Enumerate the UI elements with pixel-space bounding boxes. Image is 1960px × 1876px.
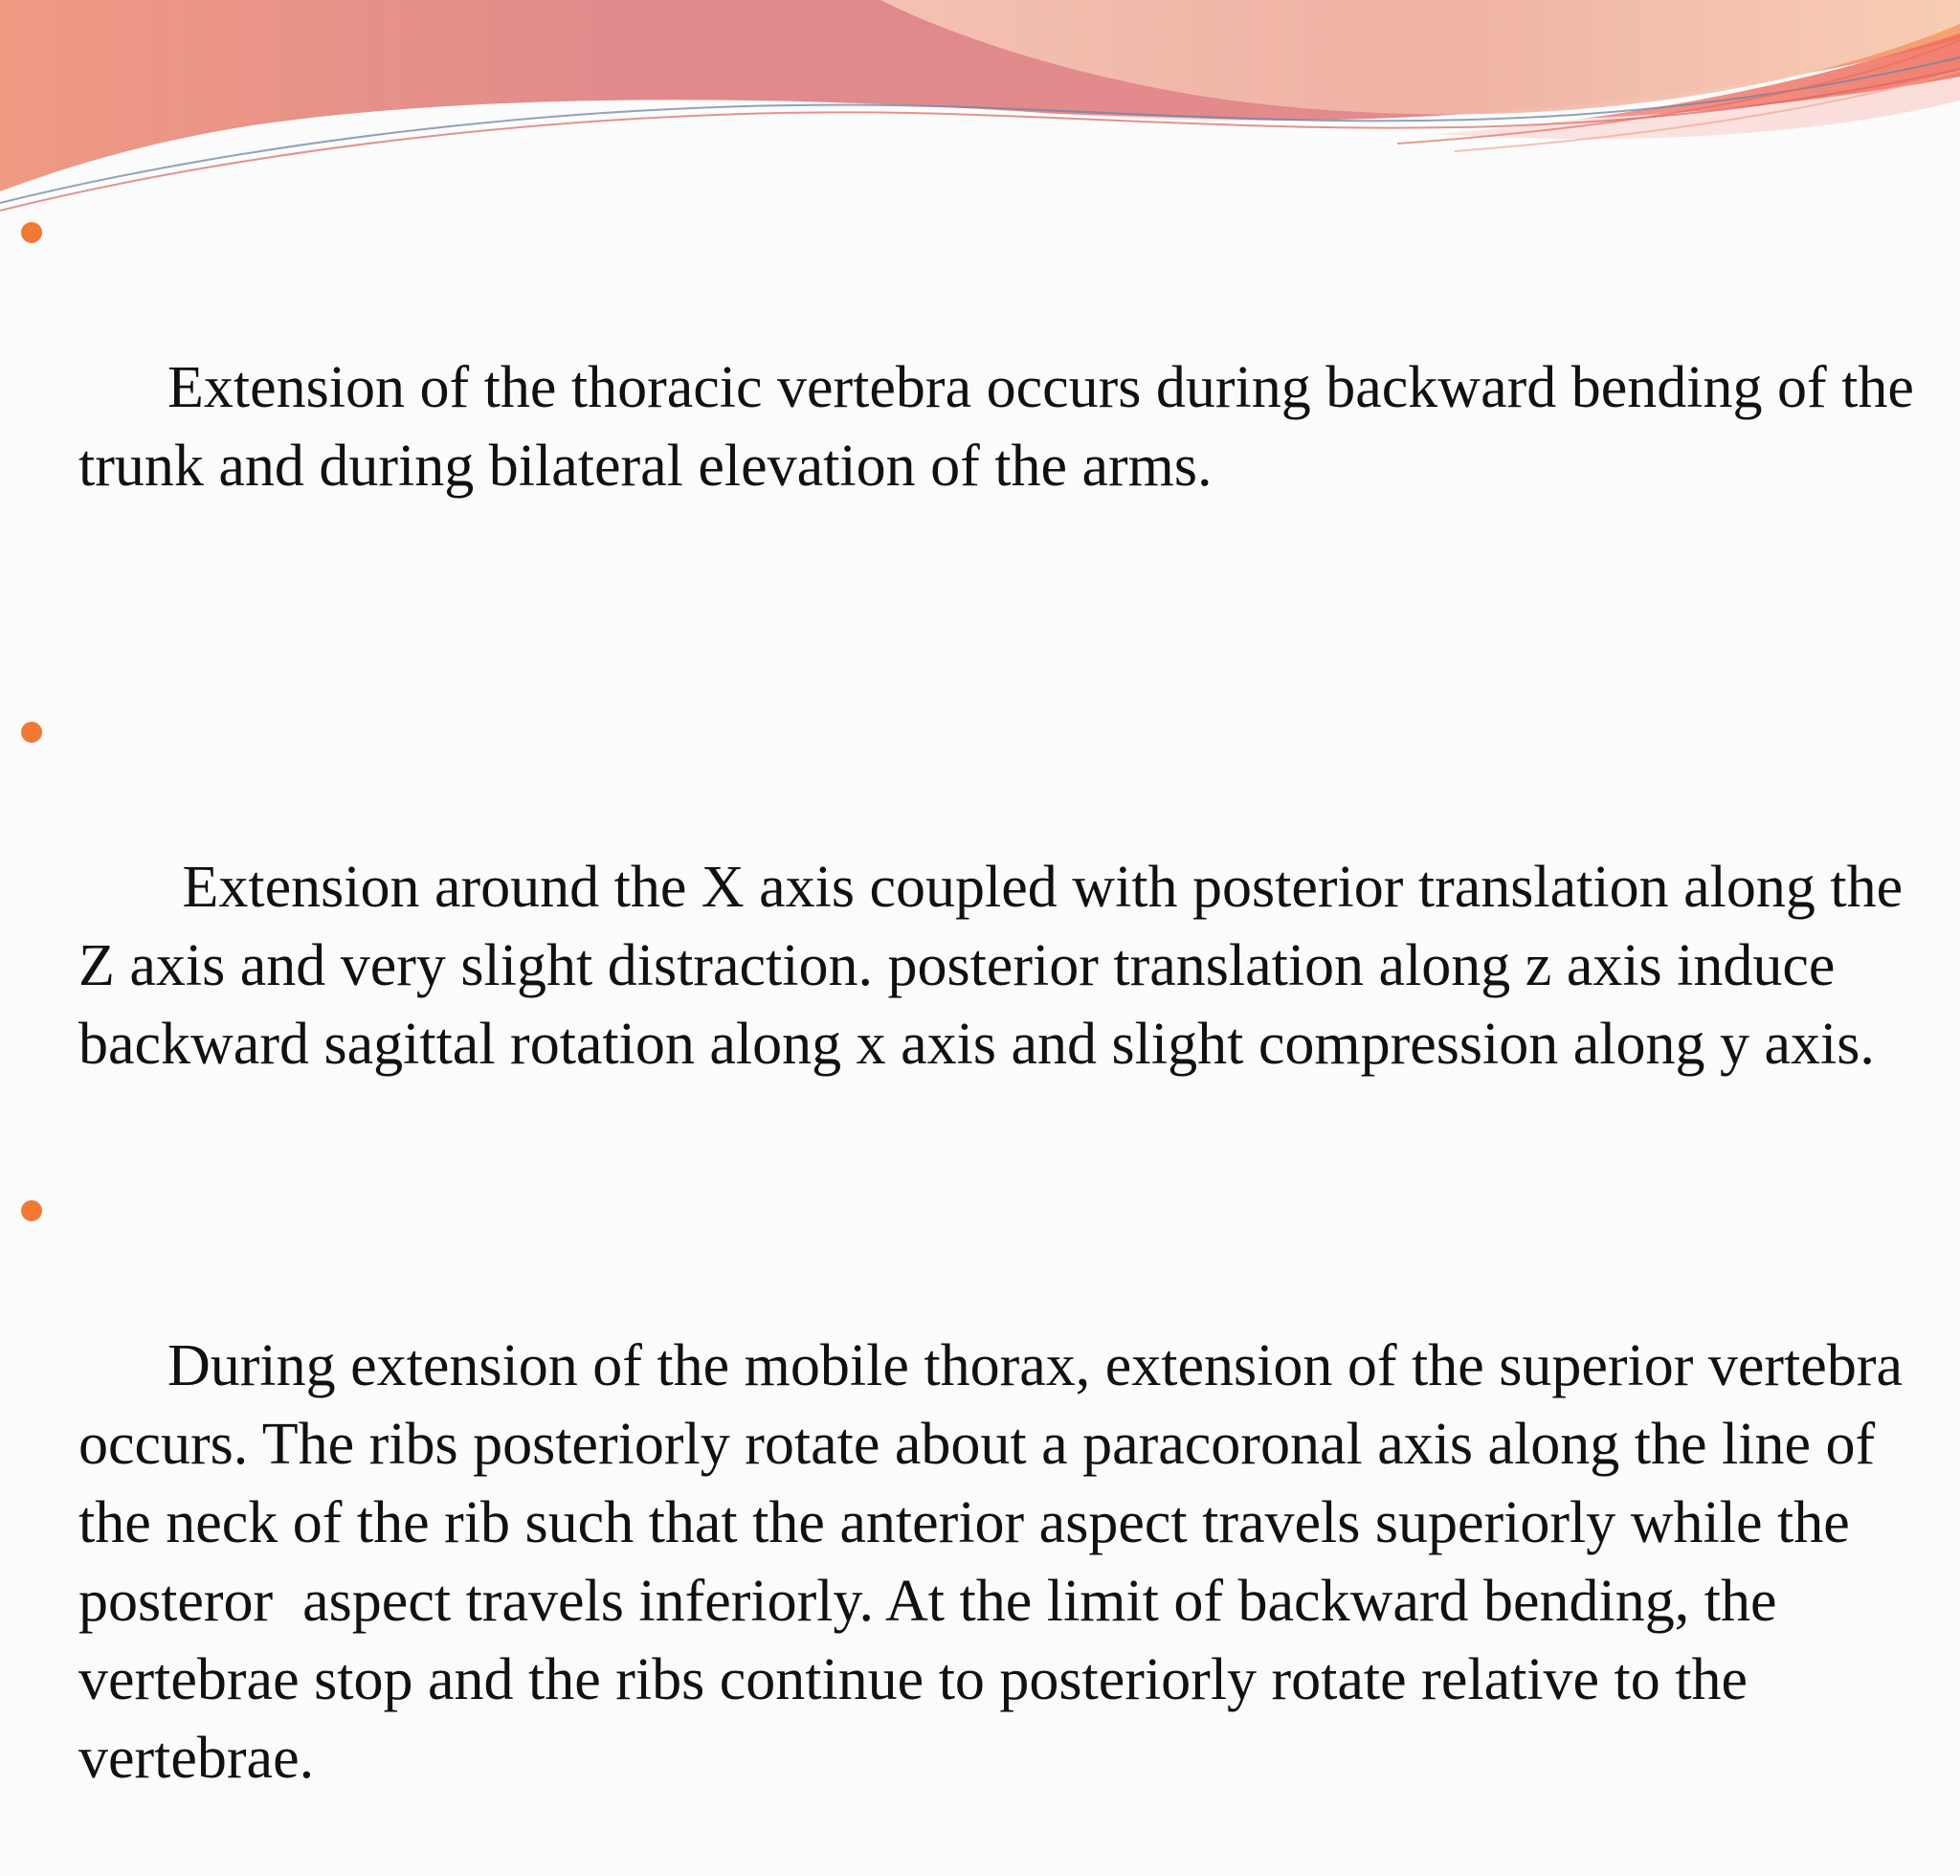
bullet-item — [17, 691, 1922, 1162]
bullet-text: Extension around the X axis coupled with posterior translation along the Z axis and very slight distraction. posterior translation along z axis induce backward sagittal rotation along x axis and slight compression along y axis. — [78, 855, 1918, 1077]
bullet-dot-icon — [21, 722, 42, 743]
bullet-dot-icon — [21, 222, 42, 243]
bullet-dot-icon — [21, 1200, 42, 1221]
bullet-text: Extension of the thoracic vertebra occurs during backward bending of the trunk and during bilateral elevation of the arms. — [78, 355, 1929, 499]
bullet-list — [17, 191, 1929, 1876]
bullet-text: During extension of the mobile thorax, extension of the superior vertebra occurs. The ribs posteriorly rotate about a paracoronal axis along the line of the neck of the rib such that the anterior aspect travels superiorly while the posteror aspect travels inferiorly. At the limit of backward bending, the vertebrae stop and the ribs continue to posteriorly rotate relative to the vertebrae. — [78, 1333, 1918, 1791]
bullet-item — [17, 1170, 1922, 1876]
bullet-item — [17, 191, 1929, 584]
